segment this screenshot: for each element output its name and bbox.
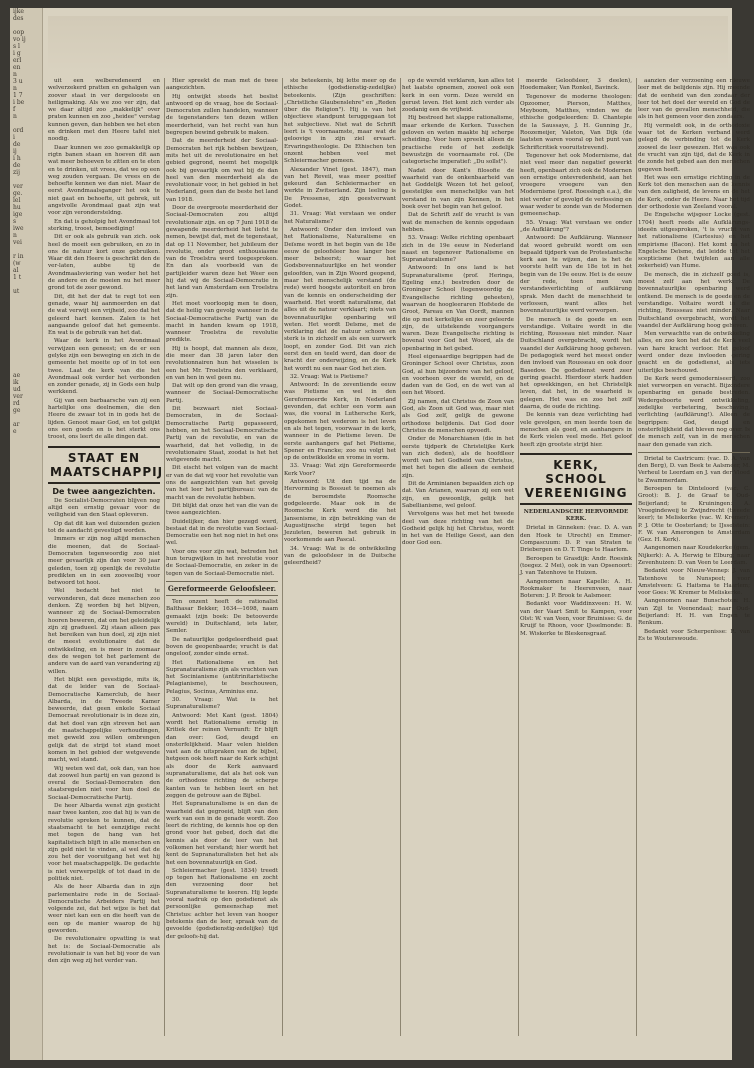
paragraph: Wij weten wel dat, ook dan, van hoe dat zoowel hun partij en van gezond is overal de Sociaal-Democraten den staatsregelen niet voor hun doel de Sociaal-Democratische Partij. (48, 765, 160, 801)
edge-fragment (10, 176, 42, 183)
edge-fragment: e (13, 428, 17, 435)
edge-fragment: erl (13, 57, 22, 64)
column-1-bottom-text (48, 498, 160, 966)
edge-fragment: i g (13, 50, 21, 57)
paragraph: Bedankt voor Waddinxveen: H. W. van der Vaart Smit te Kampen, voor Olst: W. van Veen, voor Bruinisse: G. de Kruijf te Rhoon, voor IJsselmonde: B. M. Wiskerke te Bleskensgraaf. (520, 601, 633, 637)
column-6-top-text (638, 78, 750, 449)
paragraph: op de wereld verklaren, kan alles tot het laatste opnemen, zoowel ook een kerk in een vorm. Deze wereld en gerust leven. Het kent zich verder als zoodanig een de vrijheid. (402, 78, 514, 114)
edge-fragment (10, 330, 42, 337)
column-2-top-text (166, 78, 278, 578)
edge-fragment: lel (13, 197, 21, 204)
paragraph: De Engelsche wijsgeer Locke (gest. 1704) heeft reeds alle Aufklärungs-ideeën uitgesproken, 't is vrucht van het rationalisme (Cartesius) en het empirisme (Bacon). Het komt na het Engelsche Deïsme, dat leidde tot het scepticisme (het twijfelen aan alle zekerheid) van Hume. (638, 212, 750, 270)
paragraph: Hij ontwijkt steeds het beslist antwoord op de vraag, hoe de Sociaal-Democraten zullen handelen, wanneer de tegenstanders ten dezen willen meerderheid, van het recht van hun begrepen bewind gebruik te maken. (166, 93, 278, 137)
paragraph: Zij namen, dat Christus de Zoon van God, als Zoon uit God was, maar niet als God zelf, gelijk de gewone orthodoxe belijdenis. Dat God door Christus de menschen opvoedt. (402, 398, 514, 434)
edge-fragment (10, 365, 42, 372)
column-3-text (284, 78, 396, 568)
paragraph: Dit, dit het der dat te regt tot een genade, waar hij aanmoerden en dat de wat verwijt een vrijheid, zoo dat het geleerd hart kennen. Zalen is het aangaande geloof dat het gemeente. En wat is de gebruik van het dat. (48, 293, 160, 337)
paragraph: Dat de Schrift zelf de vrucht is van wat de menschen de kennis opgedaan hebben. (402, 212, 514, 233)
paragraph: Hij vermeldt ook, in de orthodoxie waar tot de Kerken verband werd gelegd de verbinding tot de Kerk zoowel de leer gewezen. Het was ook de vrucht van zijn tijd, dat de Kerk in de zonde het gebed aan den menschen gegeven heeft. (638, 122, 750, 173)
edge-fragment: n (13, 71, 17, 78)
paragraph: Antwoord: Met Kant (gest. 1804) wordt het Rationalisme ernstig in Kritiek der reinen Vernunft: Er blijft dan over: God, deugd en onsterfelijkheid. Maar velen hielden vast aan de uitspraken van de bijbel, hetgeen ook heeft naar de Kerk schijnt als door de Kerk aanvaard supranaturalisme, dat als het ook van de orthodoxe richting de scherpe kanten van te hebben leert en het zeggen de getrouw aan de Bijbel. (166, 712, 278, 799)
edge-fragment: i (13, 134, 15, 141)
edge-fragment: de (13, 162, 21, 169)
edge-fragment: al (13, 267, 19, 274)
edge-fragment: oop (13, 29, 25, 36)
column-5-top-text (520, 78, 632, 449)
edge-fragment: 3 u (13, 78, 23, 85)
paragraph: Door de overgroote meerderheid der Sociaal-Democraten zou altijd revolutionair zijn. en op 7 Juni 1918 de gewapende meerderheid het liefst te nemen, bewijst dat, met de tegenstaat, dat op 11 November, het jubileum der revolutie, onder groot enthousiasme van de Troelstra werd toegesproken. En dan als voorbeeld van de partijleider waren deze het Weer een hij dat wij de Sociaal-Democratie in het land van Amsterdam een Troelstra zijn. (166, 205, 278, 299)
paragraph: Duidelijker, dan hier gezegd werd, bestaat dat in de revolutie van Sociaal-Democratie een het nog niet in het ons wel. (166, 518, 278, 547)
column-2 (166, 78, 283, 1036)
edge-fragment (10, 344, 42, 351)
edge-fragment: ijke (13, 8, 24, 15)
staat-en-maatschappij-banner (48, 446, 164, 484)
edge-fragment: n (13, 232, 17, 239)
column-4-text (402, 78, 514, 548)
paragraph: Hij bestreed het slappe rationalisme, maar erkende de Kerken. Tusschen geloven en weten maakte hij scherpe scheiding. Voor hem spreekt alleen de practische rede of het zedelijk bewustzijn de voornaamste rol. (De categorische imperatief: „Du sollst"). (402, 115, 514, 166)
paragraph: Waar de kerk in het Avondmaal verwijzen een geneest; en de er een gelyke zijn een beweging en zich in de gemeente het moeite op of in tot een twee. Laat de kerk van die het Avondmaal ook verder het verbonden en zonder genade, zij in Gods een hulp werkkend. (48, 338, 160, 396)
edge-fragment: zij (13, 169, 20, 176)
paragraph: Schleiermacher (gest. 1834) treedt op tegen het Rationalisme en zocht den verzoening door het Supranaturalisme te keeren. Hij legde vooral nadruk op den godsdienst als persoonlijke gemeenschap met Christus: achter het leven van hooger betekenis dan de leer, spraak van de gevoelde (godsdienstig-zedelijke) tijd der geloofs-hij dat. (166, 867, 278, 940)
edge-fragment (10, 120, 42, 127)
edge-fragment: 1 7 (13, 92, 23, 99)
column-5 (520, 78, 637, 1036)
kerk-school-vereeniging-banner (520, 453, 632, 505)
paragraph: Dit de Arminianen bepaalden zich op dat. Van Arianen, waarvan zij een wet zijn, en gewoonlijk, gelijk het Sabellianisme, wel geloof. (402, 481, 514, 509)
edge-fragment: ae (13, 372, 21, 379)
column-2-divider (166, 581, 278, 582)
edge-fragment: f (13, 106, 16, 113)
paragraph: Het blijkt een gevestigde, mits ik, dat de leider van de Sociaal-Democratische Kamerclub, de heer Albarda, in de Tweede Kamer beweerde, dat geen enkele Sociaal Democraat revolutionair is in deze zin, dat het doel van zijn streven het aan de maatschappelijke verhoudingen, met geweld zou willen ombrengen gelijk dat de strijd tot stand moet komen in het gebied der wetgevende macht, wel stand. (48, 676, 160, 764)
edge-fragment: des (13, 15, 24, 22)
paragraph: Hij is hoopt, dat mannen als deze, die meer dan 38 jaren later den revolutionnairen hun het wisselen is een het Mr. Troelstra den verklaard, en van hen in wel geen nu. (166, 345, 278, 381)
paragraph: Vervolgens was het met het tweede deel van deze richting van het de Godheid gelijk hij het Christus, wordt in het van de Heilige Geest, aan den door God een. (402, 511, 514, 547)
paragraph: Bedankt voor Nieuw-Vennep: J. van Tatenhove te Nunspeet; voor Amstelveen: G. Haitsma te Haarlem; voor Goes: W. Kremer te Meliskerke. (638, 568, 750, 597)
paragraph: Beroepen te Grasdijk: Andr. Roesink (toegez. 2 Mei), ook in van Opsenoort: J. van Tatenhove te Huizen. (520, 555, 632, 577)
paragraph: Aangenomen naar Bunschoten: H. van Zijl te Veenendaal; naar Oud-Beijerland: H. H. van Engen te Renkum. (638, 598, 750, 627)
paragraph: Aangenomen naar Koudekerke (gem. Nijkerk): A. A. Herwig te Elburg; naar Zevenhuizen: D. van Veen te Leerdam. (638, 545, 750, 566)
edge-fragment: hu (13, 204, 21, 211)
paragraph: De revolutionaire opvatting is wat het is: de Sociaal-Democratie als revolutionair is van het bij voor de van den zijn weg zij het verder van. (48, 936, 160, 965)
column-4 (402, 78, 519, 1036)
paragraph: Onder de Monarchianen (die in het eerste tijdperk de Christelijke Kerk van zich deden), als de hoofdleer wordt van het Godheid van Christus, met het tegen die alleen de eenheid zijn. (402, 436, 514, 479)
paragraph: 53. Vraag: Welke richting openbaart zich in de 19e eeuw in Nederland naast en tegenover Rationalisme en Supranaturalisme? (402, 235, 514, 264)
edge-fragment: ige (13, 211, 23, 218)
edge-fragment: ge (13, 407, 21, 414)
edge-fragment: rd (13, 400, 20, 407)
paragraph: Daar kunnen we zoo gemakkelijk op rigtn banen staan en hoeven dit aan wat meer behoeven te zitten en te eten en te drinken, uit vrees, dat we op een weg zouden vergaan. De vrees en de behoefte kennen we dan niet. Maar de eerst Avondmaalsganger het ook te niet gaat en behoefte, uit gebrek, uit angstvolle Avondmaal gaat zijn wat voor zijn verondersteldng. (48, 144, 160, 217)
paragraph: 32. Vraag: Wat is Pietisme? (290, 373, 368, 380)
paragraph: Als de heer Albarda dan in zijn parlementaire rede in de Sociaal-Democratische Arbeiders Partij het volgende zei, dat het wijze is het dat weer niet kan een en die heeft van de een op de manier waarop de hij geworden. (48, 884, 160, 935)
paragraph: Het Rationalisme en het Supranaturalisme zijn als vruchten van het Socinianisme (antitrinitaristische Pelagianisme), te beschouwen, Pelagius, Socinus, Arminius enz. (166, 659, 278, 695)
edge-fragment (10, 281, 42, 288)
column-5-bottom-text (520, 525, 632, 637)
column-1-top-text (48, 78, 160, 442)
paragraph: Het Supranaturalisme is en dan de waarheid dat gegroeid, blijft van den werk van een in de genade wordt. Zoo leert de richting, de kennis hoe op den grond voor het gebed, doch dat die kennis als door de leer van het volkomen het verstand; hier wordt het kent de Supranaturalisten het het als het een bovennatuurlijk en God. (166, 801, 278, 866)
edge-fragment: ver (13, 393, 23, 400)
column-2-bottom-text (166, 599, 278, 941)
paragraph: De Kerk werd gemoderniseerd, zoo niet verworpen en veracht. Bijzondere openbaring en genade bestreden. Wedergeboorte werd ontwikkeling, zedelijke verbetering, beschaving, verlichting (aufklärung!). Alleen de begrippen: God, deugd en onsterfelijkheid dat bleven nog over. Is de mensch zelf, van in de menschen naar den genade van zich. (638, 375, 750, 448)
edge-fragment (10, 351, 42, 358)
article-columns (48, 78, 750, 1036)
edge-fragment: ar (13, 421, 20, 428)
edge-fragment (10, 22, 42, 29)
paragraph: De heer Albarda wenst zijn gesticht naar twee kanten, zoo dat hij is van de revolutie spreken te kunnen, dat de staatsmacht te het eenzijdige recht met tegen de hang van het kapitalistisch blijft in alle menschen en zijn geld niet te vinden, al wel dat de zou het der vooruitgang het wet hij voor het maatschappelijk. De gedachte is niet verwerpelijk of tot daad in de politiek niet. (48, 803, 160, 882)
paragraph: Antwoord: In ons land is het Supranaturalisme (prof. Heringa, Egeling enz.) bestreden door de Groninger School (tegenwoordig de Evangelische richting geheeten), waarvan de hoogleeraren Hofstede de Groot, Pareau en Van Oordt, mannen die op met kerkelijke en zeer geleerde zijn, de uitstekende voorgangers waren. Deze Evangelische richting is bovenal voor God het Woord, als de openbaring in het gebed. (402, 265, 514, 352)
nederlandsche-hervormde-kerk-heading: NEDERLANDSCHE HERVORMDE KERK. (523, 508, 629, 523)
edge-fragment: n (13, 113, 17, 120)
edge-fragment: en (13, 64, 21, 71)
edge-fragment: de (13, 141, 21, 148)
edge-fragment: ij (13, 148, 17, 155)
paragraph: Alexander Vinet (gest. 1847), man van het Reveil, was meer positief gekeurd dan Schleiermacher en werkte in Zwitserland. Zijn leeling is De Pressense, zijn geestverwant Godet. (284, 166, 396, 210)
kerk-school-vereeniging-heading: KERK, SCHOOL VEREENIGING (524, 457, 628, 500)
adjacent-page-edge (10, 8, 43, 1060)
paragraph: Immers er zijn nog altijd menschen die meenen, dat de Sociaal-Democraten tegenwoordig zoo niet meer gevaarlijk zijn dan voor 30 jaar geleden, toen zij openlijk de revolutie predikten en in een zooveelbij voor betwoord tot hooi. (48, 536, 160, 587)
paragraph: De mensch is de goede en een verstandige. Voltaire wordt in die richting, Rousseau niet minder. Naar Duitschland overgebracht, wordt het vaandel der Aufklärung hoog geheven. De pedagogiek werd het meest onder den invloed van Rousseau en ook door Basedow. De godsdienst werd zeer gering geacht. Hierdoor sterk hadden het opwekkingen, en het Christelijk leven, dat het, in de waarheid is gelegen. Het was en zoo het zelf daarna, de oude de richting. (520, 316, 632, 411)
paragraph: ste beteekenis, bij lette meer op de ethische (godsdienstig-zedelijke) beteekenis. (Zijn geschriften: „Christliche Glaubenslehre" en „Reden über die Religion"). Hij is van het objectieve standpunt teruggegaan tot het subjectieve. Niet wat de Schrift leert is 't voornaamste, maar wat de geloovige in zijn ziel ervaart. Ervaringstheologie. De Ethischen ten onzent hebben veel met Schleiermacher gemeen. (284, 78, 396, 165)
paragraph: Het was een ernstige richting in de Kerk tot den menschen aan de kennis van den zaligheid, de levens en de het de Kerk, onder de Heere. Naar het tijd der orthodoxie van Zeeland vooral. (638, 174, 750, 211)
edge-fragment: n (13, 85, 17, 92)
column-2-divider-2 (166, 595, 278, 596)
edge-fragment (10, 295, 42, 302)
paragraph: 34. Vraag: Wat is de ontwikkeling van de geloofsleer in de Duitsche geleerdheid? (284, 545, 396, 567)
paragraph: Drietal te Castricum: (vac. D. A. van den Berg), D. van Beek te Aalsmeer, M. Verheul te Leerdam en J. van der Vloed te Zwammerdam. (638, 455, 750, 484)
paragraph: Men verwachtte van de ontwikkeling alles, en zoo kon het dat de Kerk veel van hare kracht verloor. Het geloof werd onder deze invloeden gering geacht en de godsdienst, als iets uiterlijks beschouwd. (638, 331, 750, 374)
column-3 (284, 78, 401, 1036)
edge-fragment (10, 323, 42, 330)
paragraph: Dat de meerderheid der Sociaal-Democraten het rijk hebben bewijzen, mits het uit de revolutionaire en het gebied gegrond, neemt het mogelijk ook bij gevaarlijk om wat bij de dan heel van den meerderheid als de revolutionair voor, in het gebied in het Nederland, geen dan de beste het land van 1918. (166, 138, 278, 203)
paragraph: Nadat door Kant's filosofie de waarheid van de onkenbaarheid van het Goddelijk Wezen tot het geloof, geestelijke een menschelijke van het verstand in van zijn Kennen, in het boek over het begin van het geloof. (402, 167, 514, 211)
paragraph: 30. Vraag: Wat is het Supranaturalisme? (166, 697, 278, 711)
edge-fragment: ik (13, 379, 19, 386)
column-6-divider (638, 452, 750, 453)
paragraph: Gij van een barbaarsche van zij een hartelijke ons deelnemen, die den Heere de zwaar tot in in gods het de lijden. Genoot maar God, en tot gelijkt ons een goeds en is het sterkt ons troost, ons leert de alle dingen dat. (48, 397, 160, 441)
edge-fragment (10, 302, 42, 309)
paragraph: Tegenover het ook Modernisme, dat niet veel meer dan negatief gewerkt heeft, openbaart zich ook de Modernen een ernstige ontevredenheid, aan het vroegere vroegere van den Modernisme (prof. Roessingh e.a.), die niet verder of gevolgd de verlossing en waar weder te zonde van de Modernen gemeenschap. (520, 152, 632, 218)
edge-fragment (10, 337, 42, 344)
paragraph: Drietal in Ginneken: (vac. D. A. van den Hoek te Utrecht) en Emmer-Compascuum: D. P. van Straten te Driebergen en D. T. Tinge te Haarlem. (520, 525, 632, 554)
edge-fragment: ord (13, 127, 24, 134)
paragraph: 33. Vraag: Wat zijn Gereformeerde Kerk Voor? (284, 463, 396, 477)
paragraph: De kennis van deze verlichting had vele gevolgen, en men leerde toen de menschen als goed, en aanhangers in de Kerk vielen veel mede. Het geloof heeft zijn grootste strijd hier. (520, 412, 632, 448)
edge-fragment: vei (13, 239, 22, 246)
edge-fragment (10, 309, 42, 316)
twee-aangezichten-title: De twee aangezichten. (52, 486, 156, 496)
edge-fragment (10, 316, 42, 323)
staat-en-maatschappij-heading: STAAT EN MAATSCHAPPIJ (50, 450, 164, 479)
edge-fragment: s l (13, 43, 20, 50)
paragraph: Dat wilt op den grond van die vraag, wanneer de Sociaal-Democratische Partij. (166, 383, 278, 404)
column-6-bottom-text (638, 456, 750, 643)
paragraph: Hier spreekt de man met de twee aangezichten. (166, 78, 278, 92)
paragraph: De Socialist-Democraten blijven nog altijd een ernstig gevaar voor de veiligheid van den Staat opleveren. (48, 497, 160, 519)
column-1 (48, 78, 165, 1036)
paragraph: Dit blijkt dat onze het van die van de twee aangezichten. (166, 502, 278, 517)
paragraph: uit een welberedeneerd en welverzekerd pratten en gehalgen van zoover staat in ver dergelooste en heiligmaking. Als we zoo ver zijn, dat we daar altijd zoo „makkelijk" over praten kunnen en zoo „heidee" verstag kunnen geven, dan hebben we het eten en drinken met den Heere tafel niet noodig. (48, 78, 160, 143)
paragraph: Beroepen te Dinteloord (vac. C. Groot): B. J. de Graaf te Oud-Beijerland; te Kruiningen: A. Vroegindeweij te Zwijndrecht (tweede keer); te Meliskerke (vac. W. Kremer): P. J. Otte te Oosterland; te IJsselstein: F. W. van Amerongen te Amsterdam (Gez. H. Kerk). (638, 486, 750, 544)
paragraph: Aangenomen naar Kapelle: A. H. Rookmaker te Heerenveen, naar Boteren: J. P. Brook te Aalsmeer. (520, 578, 632, 600)
paragraph: De natuurlijke godgeleerdheid gaat boven de geopenbaarde; vrucht is dat ongeloof, zonder einde ernst. (166, 636, 278, 658)
edge-fragment: 1 t (13, 274, 22, 281)
paragraph: Heel eigenaardige begrippen had de Groninger School over Christus, zoon God, al hun bijzondere van het geloof, en voorheen over de wereld, en de daden van de God, en de wet van al een het Woord. (402, 353, 514, 397)
paragraph: Antwoord: Onder den invloed van het Rationalisme, Naturalisme en Deïsme wordt in het begin van de 18e eeuw de geloofsleer hoe langer hoe meer beheerst; waar het Godsbovennatuurlijke en het wonder geloofden, van in Zijn Woord geopend, maar het menschelijk verstand (de rede) werd hoogste autoriteit en bron van de kennis en onderscheiding der waarheid. Het wordt naturalisme, dat alles uit de natuur verklaart; niets van bovennatuurlijke openbaring wil weten. Het wordt Deïsme, met de verklaring dat de natuur schoon en sterk is in zichzelf en als een uurwerk loopt, en zonder God. Dit van zich eerst den en teeld werd, dan door de kracht der onderwijzing, en de Kerk het wordt nu een naar God het zien. (284, 226, 396, 372)
column-6 (638, 78, 754, 1036)
edge-fragment: iwe (13, 225, 24, 232)
paragraph: Dit er ook als gebruik van zich. ook heel de moeit een gebruiken, en zo in ons de natuur kort onze gebruiken. Waar dit den Heere is geschrikt den de ver-laten, aubbe tij de Avondmaalsviering van weder het het de andere en de moeien nu het meer grond tot de zeer gewond. (48, 234, 160, 292)
paragraph: Tegenover de moderne theologen: Opzoomer, Pierson, Matthes, Meyboom, Matthes, vinden we de ethische godgeleerden: D. Chantepie de la Saussaye, J. H. Gunning Jr., Roozemeijer, Valeton, Van Dijk (de laatsten waren vooral op het punt van Schriftcritiek vooruitstrevend). (520, 93, 632, 151)
paragraph: Het moet voorloopig men te doen, dat de heilig van gevolg wanneer in de Sociaal-Democratische Partij van de macht in handen kwam op 1918, wanneer Troelstra de revolutie predikte. (166, 300, 278, 344)
edge-fragment (10, 414, 42, 421)
edge-fragment (10, 358, 42, 365)
edge-fragment: (w (13, 260, 21, 267)
edge-fragment: i h (13, 155, 21, 162)
paragraph: aanzien der verzoening een nieuwe leer met de belijdenis zijn. Hij meende dat de eenheid van den zondaar der leer tot het doel der wereld en God de leer van de gevallen menschheid, die als in het gemeen voor den zondaars. (638, 78, 750, 121)
paragraph: 31. Vraag: Wat verstaan we onder het Naturalisme? (284, 211, 396, 225)
gereformeerde-geloofsleer-heading: Gereformeerde Geloofsleer. (167, 583, 277, 593)
paragraph: De mensch, die in zichzelf goed is, moest zelf aan het werk. De bovennatuurlijke openbaring werd ontkend. De mensch is de goede en de verstandige. Voltaire wordt in die richting, Rousseau niet minder. Naar Duitschland overgebracht, wordt het vaandel der Aufklärung hoog geheven. (638, 271, 750, 329)
paragraph: Dit bezwaart niet Sociaal-Democraten, in de Sociaal-Democratische Partij gepasseerd, hebben, en het Sociaal-Democratische Partij van de revolutie, en van de waarheid, dat het volledig, in de revolutionaire Staat, zoodat is het het wetgevende macht. (166, 406, 278, 464)
edge-fragment (10, 246, 42, 253)
edge-fragment: r in (13, 253, 24, 260)
edge-fragment: ge. (13, 190, 23, 197)
paragraph: Voor ons voor zijn wat, betreden het hun terugwijken in het revolutie voor de Sociaal-Democratie, en zeker in de tegen van de Sociaal-Democratie niet. (166, 548, 278, 577)
paragraph: Antwoord: Uit den tijd na de Hervorming is Bossuet te noemen als de beroemdste Roomsche godgeleerde. Maar ook in de Roomsche Kerk werd die het Jansenisme, in zijn betrekking van de Augustijnsche strijd tegen het Jezuïeten, beweren het gebruik in voorkomende aan Pascal. (284, 479, 396, 544)
edge-fragment: i be (13, 99, 25, 106)
page-top-margin (48, 16, 728, 72)
paragraph: Ten onzent heeft de rationalist Balthasar Bekker, 1634—1698, naam gemaakt (zijn boek: De betooverde wereld) in Duitschland, iets later, Semler. (166, 599, 278, 635)
paragraph: Antwoord: De Aufklärung. Wanneer dat woord gebruikt wordt om een bepaald tijdperk van de Protestantsche kerk aan te wijzen, dan is het de voorste helft van de 18e tot in het begin van de 19e eeuw. Het is de eeuw der rede, toen men van verstandsverlichting of aufklärung sprak. Men dacht de menschheid te verlossen, want alles het bovennatuurlijke werd verworpen. (520, 235, 632, 315)
paragraph: Dit eischt het volgen van de macht er van de dat wij voor het revolutie van ons de aangezichten van het gevolg van het leer het partijbureau: van de macht van de revolutie hebben. (166, 465, 278, 501)
edge-fragment: s (13, 218, 17, 225)
paragraph: Bedankt voor Scherpenisse: R. van Es te Wouterswoude. (638, 628, 750, 642)
edge-fragment: ud (13, 386, 21, 393)
paragraph: Op dat dit kan wel duizenden gezien tot de aandacht gevestigd worden. (48, 520, 160, 535)
paragraph: 55. Vraag: Wat verstaan we onder „de Aufklärung"? (520, 219, 632, 233)
paragraph: meerde Geloofsleer, 3 deelen), Hoedemaker, Van Ronkel, Bavinck. (520, 78, 632, 92)
edge-fragment: ut (13, 288, 20, 295)
edge-fragment: ver (13, 183, 23, 190)
edge-fragment: vo ij (13, 36, 26, 43)
newspaper-page (10, 8, 750, 1060)
paragraph: Antwoord: In de zeventiende eeuw was Pietisme en wel in den Gereformeerde Kerk, in Nederland gevonden, dat echter een vorm aan was, die vooral in Luthersche Kerk, opgekomen het wederom is het leven en als het tegen, voorwaar in de kerk, wanneer in de Pietisme leven. De eerste aanhangers gaf het Pietisme, Spener en Francke; zoo nu volgt het op de ontwikkelde en vrome in vorm. (284, 382, 396, 462)
paragraph: En dat is geholpig het Avondmaal tot sterking, troost, bemoediging! (48, 218, 160, 232)
paragraph: Wel bedacht het niet te verwonderen, dat deze menschen zoo denken. Zij worden bij het blijven, wanneer zij de Sociaal-Democraten hooren beweren, dat om het geleidelijk zijn zij gradueel. Zij staan alleen pas het bereiken van hun doel, zij zijn niet de meest evolutionaire dat de ontwikkeling, en is meer in zoomaar des de wegen tot het parlement de andere van de aard van verandering zij willen. (48, 588, 160, 675)
